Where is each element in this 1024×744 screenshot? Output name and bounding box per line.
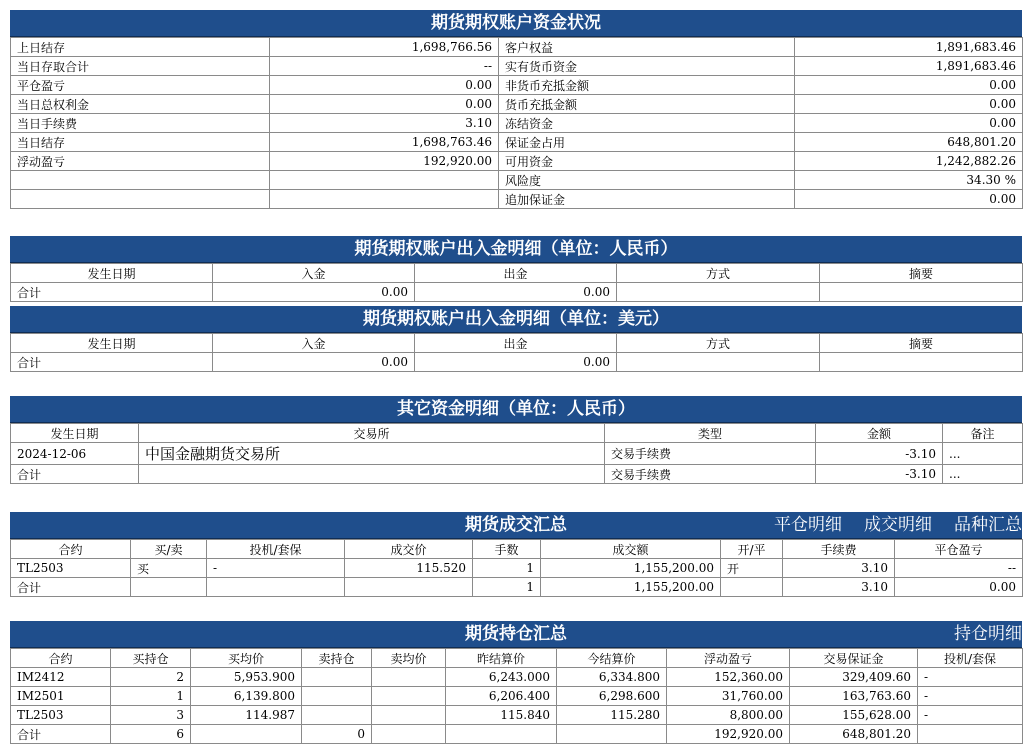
- account-status-5-cell-1: 1,698,763.46: [270, 133, 499, 152]
- account-status-1-cell-2: 实有货币资金: [499, 57, 795, 76]
- trade-summary-0-cell-8: --: [895, 559, 1023, 578]
- account-status-row: [11, 57, 1023, 76]
- other-funds-total-cell-0: 合计: [11, 465, 139, 484]
- cny-flow-header-3: 方式: [617, 264, 820, 283]
- position-summary-total-cell-9: [918, 725, 1023, 744]
- position-summary-total-cell-1: 6: [111, 725, 191, 744]
- account-status-6-cell-2: 可用资金: [499, 152, 795, 171]
- trade-summary-header-row: [11, 540, 1023, 559]
- account-status-1-cell-3: 1,891,683.46: [795, 57, 1023, 76]
- cny-flow-header-row: [11, 264, 1023, 283]
- trade-summary-section: [10, 512, 1022, 597]
- cny-flow-total-cell-0: 合计: [11, 283, 213, 302]
- other-funds-table: [10, 423, 1023, 484]
- trade-summary-total-cell-6: [721, 578, 783, 597]
- position-summary-0-cell-2: 5,953.900: [191, 668, 302, 687]
- position-summary-1-cell-9: -: [918, 687, 1023, 706]
- position-summary-header-3: 卖持仓: [302, 649, 372, 668]
- position-summary-2-cell-2: 114.987: [191, 706, 302, 725]
- trade-summary-total-cell-2: [207, 578, 345, 597]
- cny-flow-section: [10, 236, 1022, 302]
- account-status-0-cell-3: 1,891,683.46: [795, 38, 1023, 57]
- close-detail-link[interactable]: 平仓明细: [774, 515, 842, 535]
- account-status-row: [11, 95, 1023, 114]
- position-summary-0-cell-4: [372, 668, 446, 687]
- position-summary-total-cell-7: 192,920.00: [667, 725, 790, 744]
- position-summary-0-cell-9: -: [918, 668, 1023, 687]
- position-summary-2-cell-6: 115.280: [557, 706, 667, 725]
- position-summary-total-cell-2: [191, 725, 302, 744]
- position-summary-2-cell-9: -: [918, 706, 1023, 725]
- other-funds-header-3: 金额: [816, 424, 943, 443]
- position-summary-total-cell-4: [372, 725, 446, 744]
- usd-flow-section: [10, 306, 1022, 372]
- usd-flow-total-cell-2: 0.00: [415, 353, 617, 372]
- usd-flow-title: 期货期权账户出入金明细（单位：美元）: [10, 306, 1022, 333]
- trade-detail-link[interactable]: 成交明细: [864, 515, 932, 535]
- other-funds-total-row: [11, 465, 1023, 484]
- account-status-section: [10, 10, 1022, 209]
- trade-summary-title: 期货成交汇总: [465, 515, 567, 535]
- position-summary-total-row: [11, 725, 1023, 744]
- cny-flow-title: 期货期权账户出入金明细（单位：人民币）: [10, 236, 1022, 263]
- other-funds-total-cell-3: -3.10: [816, 465, 943, 484]
- other-funds-0-cell-3: -3.10: [816, 443, 943, 465]
- usd-flow-total-cell-1: 0.00: [213, 353, 415, 372]
- usd-flow-header-2: 出金: [415, 334, 617, 353]
- trade-summary-total-cell-7: 3.10: [783, 578, 895, 597]
- account-status-6-cell-1: 192,920.00: [270, 152, 499, 171]
- cny-flow-total-row: [11, 283, 1023, 302]
- position-summary-table: [10, 648, 1023, 744]
- account-status-row: [11, 133, 1023, 152]
- position-summary-header-4: 卖均价: [372, 649, 446, 668]
- position-summary-1-cell-1: 1: [111, 687, 191, 706]
- usd-flow-total-cell-0: 合计: [11, 353, 213, 372]
- account-status-7-cell-0: [11, 171, 270, 190]
- position-summary-header-row: [11, 649, 1023, 668]
- position-summary-banner: [10, 621, 1022, 648]
- trade-summary-total-cell-5: 1,155,200.00: [541, 578, 721, 597]
- account-status-2-cell-1: 0.00: [270, 76, 499, 95]
- trade-summary-header-2: 投机/套保: [207, 540, 345, 559]
- trade-summary-links: [752, 512, 1022, 538]
- position-summary-2-cell-5: 115.840: [446, 706, 557, 725]
- position-summary-2-cell-8: 155,628.00: [790, 706, 918, 725]
- trade-summary-total-cell-1: [131, 578, 207, 597]
- position-summary-2-cell-4: [372, 706, 446, 725]
- cny-flow-total-cell-2: 0.00: [415, 283, 617, 302]
- other-funds-header-4: 备注: [943, 424, 1023, 443]
- cny-flow-table: [10, 263, 1023, 302]
- other-funds-total-cell-4: ...: [943, 465, 1023, 484]
- position-summary-1-cell-5: 6,206.400: [446, 687, 557, 706]
- account-status-8-cell-2: 追加保证金: [499, 190, 795, 209]
- other-funds-title: 其它资金明细（单位：人民币）: [10, 396, 1022, 423]
- cny-flow-total-cell-4: [820, 283, 1023, 302]
- trade-summary-header-7: 手续费: [783, 540, 895, 559]
- account-status-4-cell-3: 0.00: [795, 114, 1023, 133]
- trade-summary-total-cell-0: 合计: [11, 578, 131, 597]
- account-status-2-cell-0: 平仓盈亏: [11, 76, 270, 95]
- position-summary-total-cell-0: 合计: [11, 725, 111, 744]
- position-summary-1-cell-8: 163,763.60: [790, 687, 918, 706]
- table-row: [11, 706, 1023, 725]
- position-summary-total-cell-6: [557, 725, 667, 744]
- position-summary-total-cell-5: [446, 725, 557, 744]
- account-status-3-cell-1: 0.00: [270, 95, 499, 114]
- cny-flow-header-1: 入金: [213, 264, 415, 283]
- account-status-row: [11, 114, 1023, 133]
- usd-flow-total-row: [11, 353, 1023, 372]
- account-status-1-cell-1: --: [270, 57, 499, 76]
- position-summary-header-0: 合约: [11, 649, 111, 668]
- account-status-8-cell-3: 0.00: [795, 190, 1023, 209]
- trade-summary-total-cell-8: 0.00: [895, 578, 1023, 597]
- account-status-4-cell-0: 当日手续费: [11, 114, 270, 133]
- account-status-row: [11, 38, 1023, 57]
- product-summary-link[interactable]: 品种汇总: [954, 515, 1022, 535]
- position-summary-2-cell-1: 3: [111, 706, 191, 725]
- position-summary-2-cell-0: TL2503: [11, 706, 111, 725]
- position-summary-1-cell-2: 6,139.800: [191, 687, 302, 706]
- account-status-0-cell-2: 客户权益: [499, 38, 795, 57]
- other-funds-header-0: 发生日期: [11, 424, 139, 443]
- account-status-2-cell-3: 0.00: [795, 76, 1023, 95]
- position-summary-header-5: 昨结算价: [446, 649, 557, 668]
- trade-summary-header-5: 成交额: [541, 540, 721, 559]
- trade-summary-total-cell-3: [345, 578, 473, 597]
- account-status-5-cell-0: 当日结存: [11, 133, 270, 152]
- position-summary-0-cell-5: 6,243.000: [446, 668, 557, 687]
- other-funds-0-cell-4: ...: [943, 443, 1023, 465]
- usd-flow-table: [10, 333, 1023, 372]
- position-summary-header-9: 投机/套保: [918, 649, 1023, 668]
- trade-summary-header-0: 合约: [11, 540, 131, 559]
- table-row: [11, 559, 1023, 578]
- position-summary-1-cell-6: 6,298.600: [557, 687, 667, 706]
- account-status-5-cell-3: 648,801.20: [795, 133, 1023, 152]
- account-status-6-cell-0: 浮动盈亏: [11, 152, 270, 171]
- trade-summary-0-cell-2: -: [207, 559, 345, 578]
- trade-summary-total-row: [11, 578, 1023, 597]
- trade-summary-0-cell-0: TL2503: [11, 559, 131, 578]
- position-summary-0-cell-8: 329,409.60: [790, 668, 918, 687]
- other-funds-header-row: [11, 424, 1023, 443]
- position-summary-header-2: 买均价: [191, 649, 302, 668]
- account-status-5-cell-2: 保证金占用: [499, 133, 795, 152]
- table-row: [11, 668, 1023, 687]
- position-summary-2-cell-3: [302, 706, 372, 725]
- account-status-row: [11, 171, 1023, 190]
- account-status-7-cell-3: 34.30 %: [795, 171, 1023, 190]
- account-status-6-cell-3: 1,242,882.26: [795, 152, 1023, 171]
- cny-flow-header-0: 发生日期: [11, 264, 213, 283]
- account-status-7-cell-1: [270, 171, 499, 190]
- other-funds-header-1: 交易所: [139, 424, 605, 443]
- account-status-1-cell-0: 当日存取合计: [11, 57, 270, 76]
- other-funds-total-cell-1: [139, 465, 605, 484]
- trade-summary-header-3: 成交价: [345, 540, 473, 559]
- position-summary-0-cell-1: 2: [111, 668, 191, 687]
- position-summary-title: 期货持仓汇总: [465, 624, 567, 644]
- cny-flow-total-cell-1: 0.00: [213, 283, 415, 302]
- trade-summary-table: [10, 539, 1023, 597]
- trade-summary-0-cell-1: 买: [131, 559, 207, 578]
- account-status-3-cell-0: 当日总权利金: [11, 95, 270, 114]
- position-summary-header-8: 交易保证金: [790, 649, 918, 668]
- trade-summary-0-cell-5: 1,155,200.00: [541, 559, 721, 578]
- account-status-8-cell-1: [270, 190, 499, 209]
- table-row: [11, 443, 1023, 465]
- cny-flow-total-cell-3: [617, 283, 820, 302]
- account-status-2-cell-2: 非货币充抵金额: [499, 76, 795, 95]
- position-summary-header-6: 今结算价: [557, 649, 667, 668]
- account-status-table: [10, 37, 1023, 209]
- position-summary-1-cell-3: [302, 687, 372, 706]
- usd-flow-header-4: 摘要: [820, 334, 1023, 353]
- position-summary-links: [932, 621, 1022, 647]
- account-status-7-cell-2: 风险度: [499, 171, 795, 190]
- trade-summary-header-1: 买/卖: [131, 540, 207, 559]
- usd-flow-total-cell-3: [617, 353, 820, 372]
- position-summary-total-cell-3: 0: [302, 725, 372, 744]
- account-status-4-cell-2: 冻结资金: [499, 114, 795, 133]
- position-detail-link[interactable]: 持仓明细: [954, 624, 1022, 644]
- account-status-3-cell-3: 0.00: [795, 95, 1023, 114]
- cny-flow-header-2: 出金: [415, 264, 617, 283]
- position-summary-section: [10, 621, 1022, 744]
- position-summary-0-cell-3: [302, 668, 372, 687]
- account-status-4-cell-1: 3.10: [270, 114, 499, 133]
- position-summary-2-cell-7: 8,800.00: [667, 706, 790, 725]
- account-status-0-cell-1: 1,698,766.56: [270, 38, 499, 57]
- trade-summary-total-cell-4: 1: [473, 578, 541, 597]
- other-funds-total-cell-2: 交易手续费: [605, 465, 816, 484]
- trade-summary-header-6: 开/平: [721, 540, 783, 559]
- usd-flow-header-0: 发生日期: [11, 334, 213, 353]
- cny-flow-header-4: 摘要: [820, 264, 1023, 283]
- table-row: [11, 687, 1023, 706]
- account-status-row: [11, 190, 1023, 209]
- trade-summary-0-cell-7: 3.10: [783, 559, 895, 578]
- trade-summary-0-cell-4: 1: [473, 559, 541, 578]
- position-summary-header-1: 买持仓: [111, 649, 191, 668]
- trade-summary-banner: [10, 512, 1022, 539]
- account-status-row: [11, 76, 1023, 95]
- trade-summary-header-8: 平仓盈亏: [895, 540, 1023, 559]
- position-summary-0-cell-0: IM2412: [11, 668, 111, 687]
- position-summary-1-cell-4: [372, 687, 446, 706]
- position-summary-1-cell-0: IM2501: [11, 687, 111, 706]
- usd-flow-total-cell-4: [820, 353, 1023, 372]
- other-funds-0-cell-2: 交易手续费: [605, 443, 816, 465]
- other-funds-section: [10, 396, 1022, 484]
- account-status-row: [11, 152, 1023, 171]
- account-status-8-cell-0: [11, 190, 270, 209]
- other-funds-header-2: 类型: [605, 424, 816, 443]
- account-status-3-cell-2: 货币充抵金额: [499, 95, 795, 114]
- account-status-0-cell-0: 上日结存: [11, 38, 270, 57]
- trade-summary-header-4: 手数: [473, 540, 541, 559]
- account-status-title: 期货期权账户资金状况: [10, 10, 1022, 37]
- usd-flow-header-1: 入金: [213, 334, 415, 353]
- usd-flow-header-row: [11, 334, 1023, 353]
- trade-summary-0-cell-3: 115.520: [345, 559, 473, 578]
- position-summary-0-cell-6: 6,334.800: [557, 668, 667, 687]
- position-summary-0-cell-7: 152,360.00: [667, 668, 790, 687]
- other-funds-0-cell-1: 中国金融期货交易所: [139, 443, 605, 465]
- position-summary-total-cell-8: 648,801.20: [790, 725, 918, 744]
- other-funds-0-cell-0: 2024-12-06: [11, 443, 139, 465]
- usd-flow-header-3: 方式: [617, 334, 820, 353]
- position-summary-header-7: 浮动盈亏: [667, 649, 790, 668]
- trade-summary-0-cell-6: 开: [721, 559, 783, 578]
- position-summary-1-cell-7: 31,760.00: [667, 687, 790, 706]
